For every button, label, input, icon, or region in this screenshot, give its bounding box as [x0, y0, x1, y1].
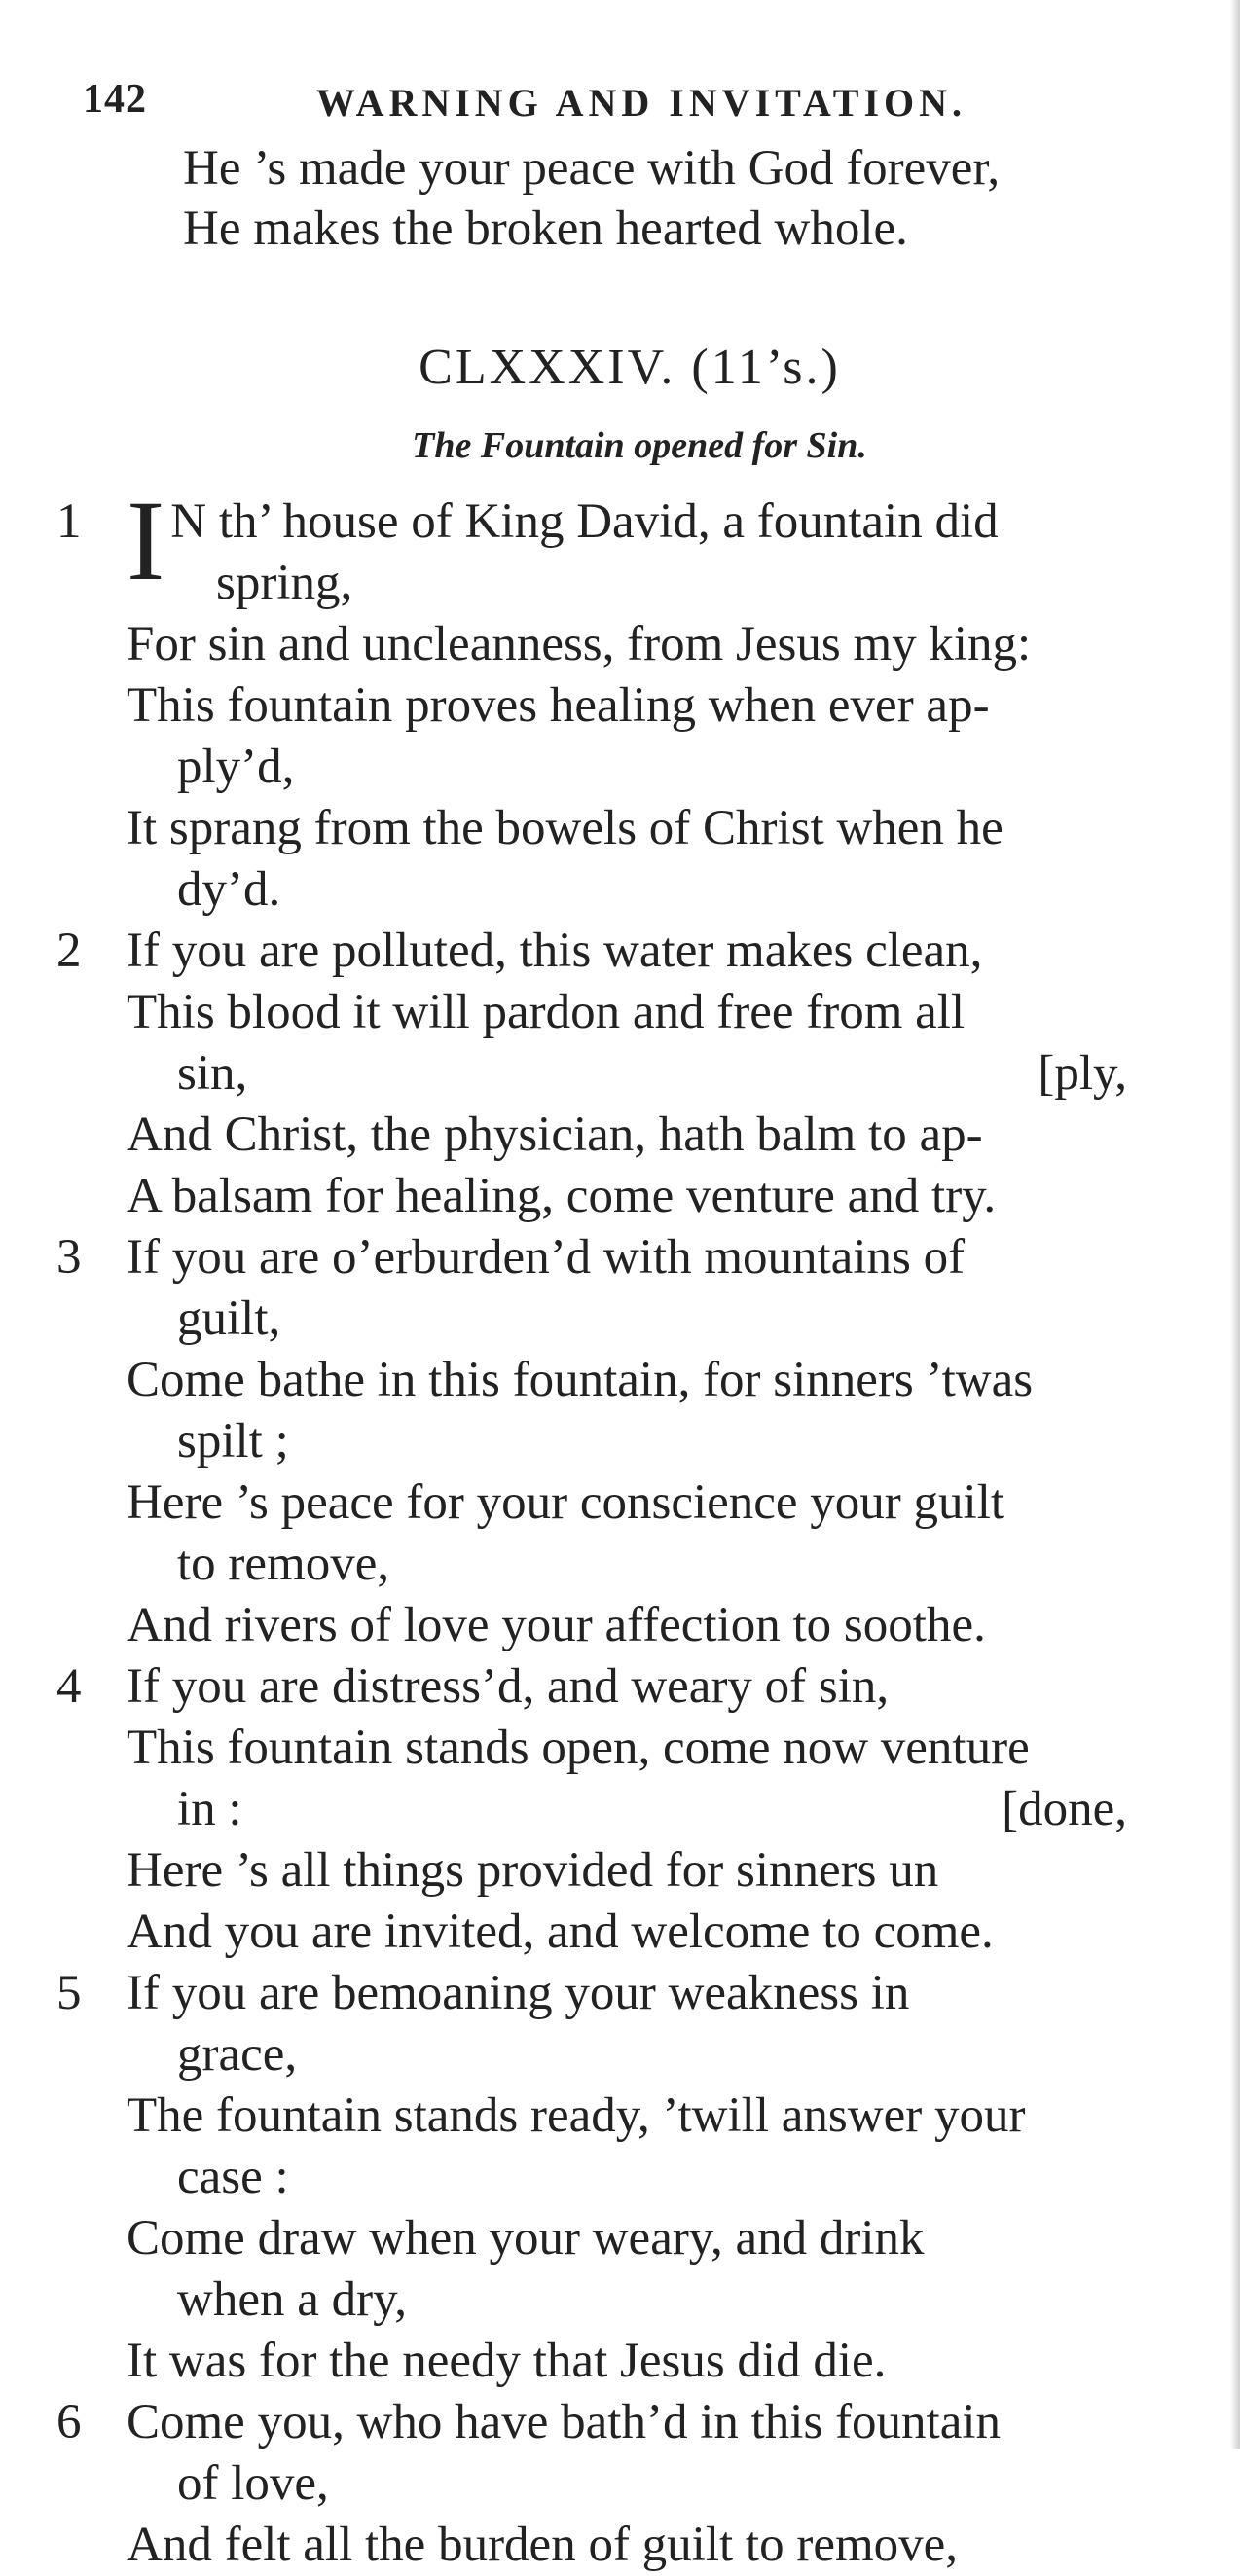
verse-line-text: sin, [177, 1046, 248, 1101]
verse-number: 4 [56, 1659, 82, 1714]
verse-line-text: of love, [177, 2456, 329, 2511]
verse-line [56, 1166, 1205, 1227]
verse-line-text: grace, [177, 2027, 298, 2082]
verse-line [56, 553, 1205, 614]
verse-line [56, 614, 1205, 675]
verse-line-text: case : [177, 2150, 289, 2204]
verse-line [56, 2024, 1205, 2086]
verse-line-overflow: [ply, [1038, 1046, 1127, 1101]
carryover-line: He makes the broken hearted whole. [183, 201, 908, 256]
verse-line-text: This fountain stands open, come now venture [127, 1721, 1030, 1775]
verse-5 [56, 1963, 1205, 2392]
verse-line-text: And rivers of love your affection to soothe. [127, 1598, 986, 1652]
verse-line [56, 1472, 1205, 1534]
verse-line [56, 2515, 1205, 2576]
verse-number: 5 [56, 1966, 82, 2020]
verse-line-text: The fountain stands ready, ’twill answer your [127, 2088, 1026, 2143]
verse-line [56, 982, 1205, 1043]
verse-line-text: If you are o’erburden’d with mountains of [127, 1230, 966, 1285]
verse-line-text: A balsam for healing, come venture and try. [127, 1169, 997, 1223]
page-edge-shadow [1230, 0, 1240, 2449]
verse-line [56, 2086, 1205, 2147]
verse-line [56, 1288, 1205, 1350]
verse-line-text: Here ’s peace for your conscience your guilt [127, 1475, 1005, 1530]
verse-number: 3 [56, 1230, 82, 1285]
verse-line-text: N th’ house of King David, a fountain did [170, 494, 999, 549]
verse-line-text: to remove, [177, 1537, 390, 1591]
running-title: WARNING AND INVITATION. [316, 81, 967, 125]
verse-line [56, 1718, 1205, 1779]
verse-line [56, 2147, 1205, 2208]
verse-line [56, 737, 1205, 798]
verse-2 [56, 921, 1205, 1227]
verse-line [56, 1350, 1205, 1411]
verse-line [56, 1902, 1205, 1963]
verse-line-text: And Christ, the physician, hath balm to ap- [127, 1107, 983, 1162]
verse-line [56, 675, 1205, 737]
verse-line-text: when a dry, [177, 2272, 408, 2327]
verse-number: 1 [56, 494, 82, 549]
verse-line-text: If you are distress’d, and weary of sin, [127, 1659, 890, 1714]
verse-line [56, 2269, 1205, 2331]
verse-number: 6 [56, 2395, 82, 2449]
verse-line-text: Here ’s all things provided for sinners un [127, 1843, 939, 1898]
verse-line-text: This blood it will pardon and free from all [127, 985, 966, 1039]
verse-line-text: in : [177, 1782, 242, 1836]
verse-3 [56, 1227, 1205, 1656]
verse-line-text: And felt all the burden of guilt to remove, [127, 2518, 959, 2572]
verse-line [56, 1105, 1205, 1166]
verse-line [56, 798, 1205, 859]
verse-line [56, 859, 1205, 921]
verse-line-text: spring, [216, 556, 353, 610]
verse-line-text: Come bathe in this fountain, for sinners ’twas [127, 1353, 1034, 1407]
verse-number: 2 [56, 924, 82, 978]
verse-line [56, 1656, 1205, 1718]
verse-line [56, 2208, 1205, 2269]
verse-line-text: If you are bemoaning your weakness in [127, 1966, 910, 2020]
verse-line-text: And you are invited, and welcome to come. [127, 1905, 994, 1959]
verse-line [56, 1227, 1205, 1288]
verse-line [56, 1840, 1205, 1902]
verse-line-text: ply’d, [177, 740, 295, 794]
verse-line-text: dy’d. [177, 862, 281, 917]
verse-line-text: spilt ; [177, 1414, 289, 1469]
verse-line-text: It sprang from the bowels of Christ when he [127, 801, 1003, 855]
verse-line-text: For sin and uncleanness, from Jesus my king: [127, 617, 1032, 671]
hymn-number: CLXXXIV. (11’s.) [419, 340, 841, 395]
verse-1 [56, 477, 1205, 921]
verse-line [56, 921, 1205, 982]
drop-cap: I [127, 477, 165, 604]
verse-line-text: It was for the needy that Jesus did die. [127, 2334, 887, 2388]
verses [56, 477, 1205, 2576]
page-header [83, 76, 1017, 134]
verse-line-text: This fountain proves healing when ever ap- [127, 678, 990, 733]
verse-line-overflow: [done, [1002, 1782, 1127, 1836]
verse-line [56, 1043, 1127, 1105]
verse-line [56, 1534, 1205, 1595]
verse-4 [56, 1656, 1205, 1963]
verse-line-text: If you are polluted, this water makes clean, [127, 924, 983, 978]
verse-line [56, 2392, 1205, 2453]
hymn-title: The Fountain opened for Sin. [412, 425, 867, 466]
verse-line-text: guilt, [177, 1291, 281, 1346]
verse-line-text: Come you, who have bath’d in this fountain [127, 2395, 1002, 2449]
verse-line-text: Come draw when your weary, and drink [127, 2211, 925, 2266]
carryover-line: He ’s made your peace with God forever, [183, 141, 1001, 196]
verse-line [56, 2331, 1205, 2392]
carryover-lines [183, 138, 1156, 259]
verse-line [56, 2453, 1205, 2515]
verse-6 [56, 2392, 1205, 2576]
verse-line [56, 1779, 1127, 1840]
verse-line [56, 1411, 1205, 1472]
verse-line [56, 1963, 1205, 2024]
verse-line [56, 1595, 1205, 1656]
page-number: 142 [83, 77, 147, 122]
